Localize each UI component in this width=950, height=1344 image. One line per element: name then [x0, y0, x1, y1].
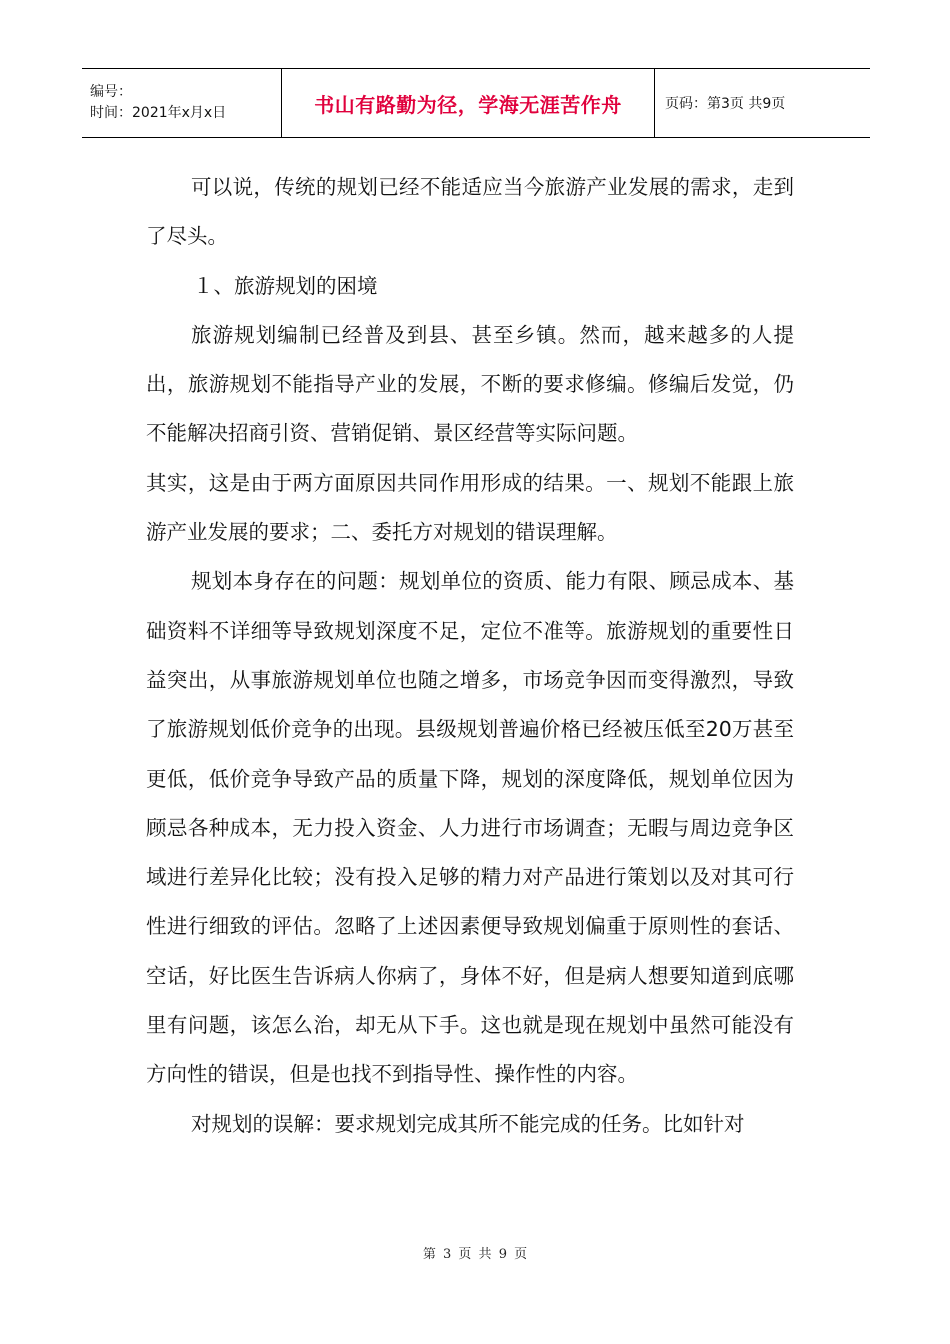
body-paragraph: 旅游规划编制已经普及到县、甚至乡镇。然而，越来越多的人提出，旅游规划不能指导产业的发展，不断的要求修编。修编后发觉，仍不能解决招商引资、营销促销、景区经营等实际问题。	[146, 322, 794, 446]
section-heading: １、旅游规划的困境	[193, 273, 378, 298]
header-page-label: 页码：第3页 共9页	[665, 96, 786, 112]
body-paragraph: 对规划的误解：要求规划完成其所不能完成的任务。比如针对	[191, 1111, 745, 1136]
body-paragraph: 其实，这是由于两方面原因共同作用形成的结果。一、规划不能跟上旅游产业发展的要求；二、委托方对规划的错误理解。	[146, 470, 794, 545]
header-meta-cell	[82, 69, 282, 137]
header-page-cell	[655, 69, 870, 137]
page-footer: 第 3 页 共 9 页	[422, 1247, 528, 1262]
header-table	[82, 68, 870, 138]
document-body	[146, 163, 794, 1149]
document-number-label: 编号：	[90, 84, 132, 100]
document-time-label: 时间：2021年x月x日	[90, 105, 227, 121]
body-paragraph: 可以说，传统的规划已经不能适应当今旅游产业发展的需求，走到了尽头。	[146, 175, 794, 249]
header-motto-cell	[282, 69, 655, 137]
body-paragraph: 规划本身存在的问题：规划单位的资质、能力有限、顾忌成本、基础资料不详细等导致规划深度不足，定位不准等。旅游规划的重要性日益突出，从事旅游规划单位也随之增多，市场竞争因而变得激烈，导致了旅游规划低价竞争的出现。县级规划普遍价格已经被压低至20万甚至更低，低价竞争导致产品的质量下降，规划的深度降低，规划单位因为顾忌各种成本，无力投入资金、人力进行市场调查；无暇与周边竞争区域进行差异化比较；没有投入足够的精力对产品进行策划以及对其可行性进行细致的评估。忽略了上述因素便导致规划偏重于原则性的套话、空话，好比医生告诉病人你病了，身体不好，但是病人想要知道到底哪里有问题，该怎么治，却无从下手。这也就是现在规划中虽然可能没有方向性的错误，但是也找不到指导性、操作性的内容。	[146, 569, 794, 1087]
header-motto: 书山有路勤为径，学海无涯苦作舟	[314, 92, 622, 117]
